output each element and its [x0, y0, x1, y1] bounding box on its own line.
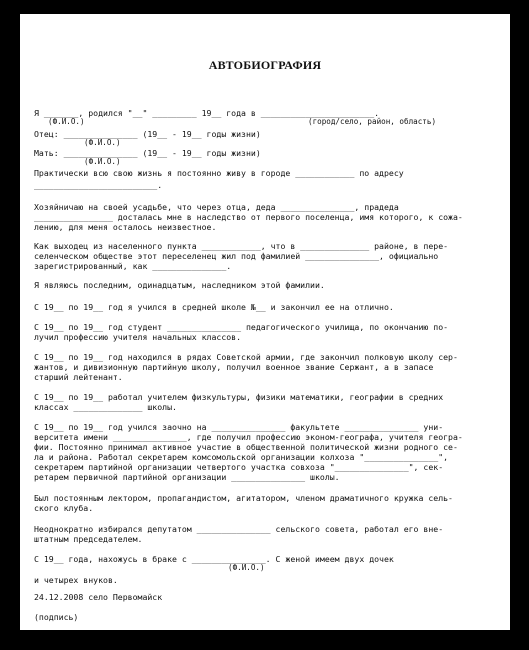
line-university-6: ретарем первичной партийной организации _______________ школы.: [34, 472, 340, 482]
line-teacher-1: С 19__ по 19__ работал учителем физкультуры, физики математики, географии в средних: [34, 392, 444, 402]
line-college-1: С 19__ по 19__ год студент _______________ педагогического училища, по окончанию по-: [34, 322, 449, 332]
line-school: С 19__ по 19__ год я учился в средней школе №__ и закончил ее на отлично.: [34, 302, 394, 312]
line-estate-1: Хозяйничаю на своей усадьбе, что через отца, деда _______________, прадеда: [34, 202, 399, 212]
line-college-2: лучил профессию учителя начальных классов.: [34, 332, 242, 342]
line-army-1: С 19__ по 19__ год находился в рядах Советской армии, где закончил полковую школу сер-: [34, 352, 458, 362]
line-university-3: фии. Постоянно принимал активное участие в общественной политической жизни родного се-: [34, 442, 458, 452]
line-university-1: С 19__ по 19__ год учился заочно на _______________ факультете _______________ уни-: [34, 422, 444, 432]
line-residence-1: Практически всю свою жизнь я постоянно живу в городе ____________ по адресу: [34, 168, 404, 178]
line-estate-3: лению, для меня осталось неизвестное.: [34, 222, 217, 232]
line-university-4: ла и района. Работал секретарем комсомольской организации колхоза "_______________",: [34, 452, 449, 462]
document-page: [20, 14, 510, 630]
line-origin-2: селенческом обществе этот переселенец жил под фамилией _______________, официально: [34, 251, 439, 261]
line-army-2: жантов, и дивизионную партийную школу, получил военное звание Сержант, а в запасе: [34, 362, 434, 372]
line-university-5: секретарем партийной организации четвертого участка совхоза "_______________", сек-: [34, 462, 444, 472]
line-marriage: С 19__ года, нахожусь в браке с _______________. С женой имеем двух дочек: [34, 554, 394, 564]
caption-fio-self: (Ф.И.О.): [48, 117, 85, 126]
line-deputy-2: штатным председателем.: [34, 534, 143, 544]
line-deputy-1: Неоднократно избирался депутатом _______________ сельского совета, работал его вне-: [34, 524, 444, 534]
line-lecturer-1: Был постоянным лектором, пропагандистом, агитатором, членом драматичного кружка сель-: [34, 493, 453, 503]
document-title: АВТОБИОГРАФИЯ: [208, 58, 322, 72]
line-lecturer-2: ского клуба.: [34, 503, 94, 513]
caption-fio-spouse: (Ф.И.О.): [228, 563, 265, 572]
line-grandchildren: и четырех внуков.: [34, 575, 118, 585]
signature-label: (подпись): [34, 612, 79, 622]
caption-fio-mother: (Ф.И.О.): [84, 157, 121, 166]
caption-place: (город/село, район, область): [308, 117, 437, 126]
line-birth: Я _______, родился "__" _________ 19__ года в _______________________.: [34, 108, 380, 118]
line-mother: Мать: _______________ (19__ - 19__ годы жизни): [34, 148, 261, 158]
date-and-place: 24.12.2008 село Первомайск: [34, 592, 163, 602]
line-residence-2: _________________________.: [34, 180, 163, 190]
line-army-3: старший лейтенант.: [34, 372, 123, 382]
line-heir: Я являюсь последним, одинадцатым, наследником этой фамилии.: [34, 280, 325, 290]
line-origin-1: Как выходец из населенного пункта ____________, что в ______________ районе, в пере-: [34, 241, 449, 251]
line-origin-3: зарегистрированный, как _______________.: [34, 261, 232, 271]
caption-fio-father: (Ф.И.О.): [84, 138, 121, 147]
line-estate-2: ________________ досталась мне в наследство от первого поселенца, имя которого, к сожа-: [34, 212, 463, 222]
line-teacher-2: классах ______________ школы.: [34, 402, 177, 412]
line-university-2: верситета имени _______________, где получил профессию эконом-географа, учителя геогра-: [34, 432, 463, 442]
line-father: Отец: _______________ (19__ - 19__ годы жизни): [34, 129, 261, 139]
